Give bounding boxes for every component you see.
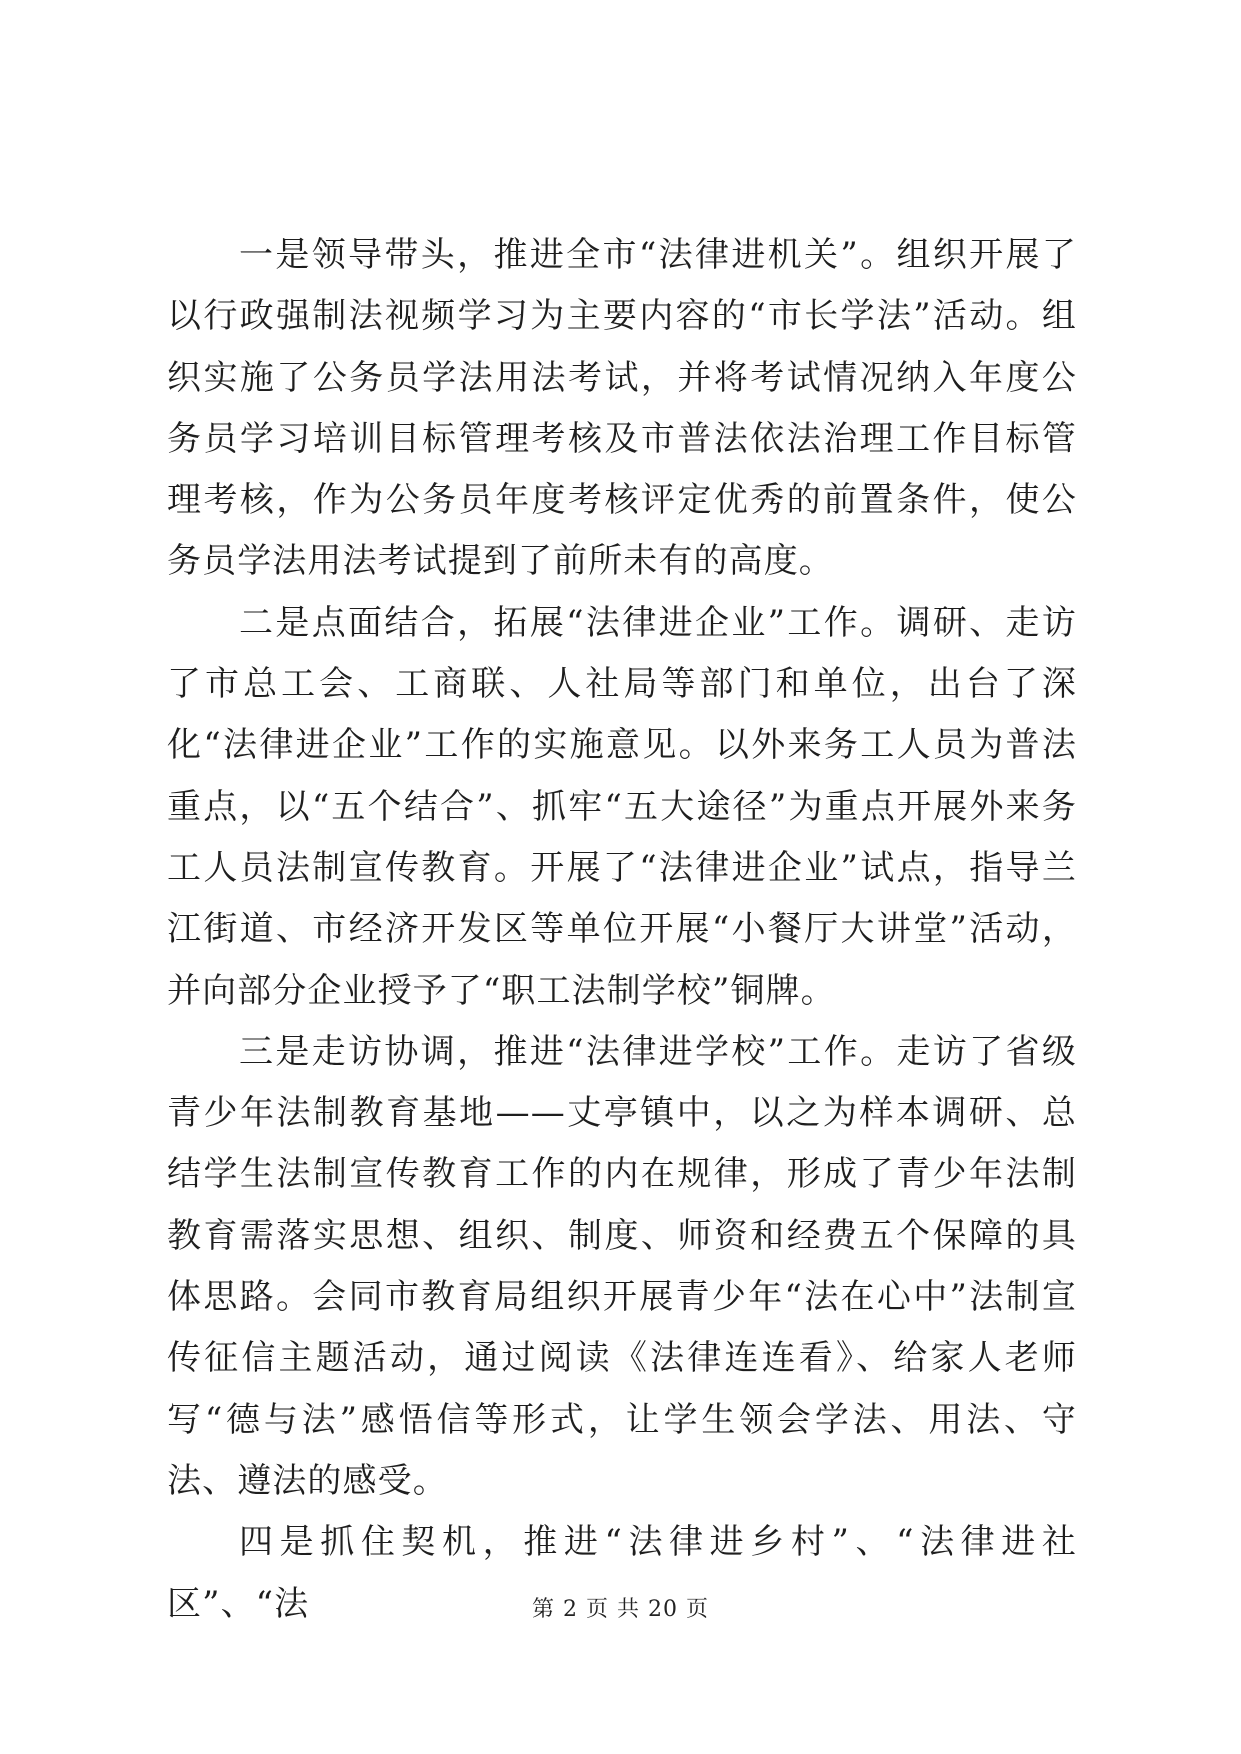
document-body [167,225,1077,1635]
paragraph-3: 三是走访协调，推进“法律进学校”工作。走访了省级青少年法制教育基地——丈亭镇中，以之为样本调研、总结学生法制宣传教育工作的内在规律，形成了青少年法制教育需落实思想、组织、制度、师资和经费五个保障的具体思路。会同市教育局组织开展青少年“法在心中”法制宣传征信主题活动，通过阅读《法律连连看》、给家人老师写“德与法”感悟信等形式，让学生领会学法、用法、守法、遵法的感受。 [167,1031,1077,1501]
page-number-footer: 第 2 页 共 20 页 [532,1597,709,1622]
paragraph-4: 四是抓住契机，推进“法律进乡村”、“法律进社区”、“法 [167,1522,1077,1624]
paragraph-1: 一是领导带头，推进全市“法律进机关”。组织开展了以行政强制法视频学习为主要内容的“市长学法”活动。组织实施了公务员学法用法考试，并将考试情况纳入年度公务员学习培训目标管理考核及市普法依法治理工作目标管理考核，作为公务员年度考核评定优秀的前置条件，使公务员学法用法考试提到了前所未有的高度。 [167,235,1077,582]
paragraph-2: 二是点面结合，拓展“法律进企业”工作。调研、走访了市总工会、工商联、人社局等部门和单位，出台了深化“法律进企业”工作的实施意见。以外来务工人员为普法重点，以“五个结合”、抓牢“五大途径”为重点开展外来务工人员法制宣传教育。开展了“法律进企业”试点，指导兰江街道、市经济开发区等单位开展“小餐厅大讲堂”活动，并向部分企业授予了“职工法制学校”铜牌。 [167,602,1077,1011]
